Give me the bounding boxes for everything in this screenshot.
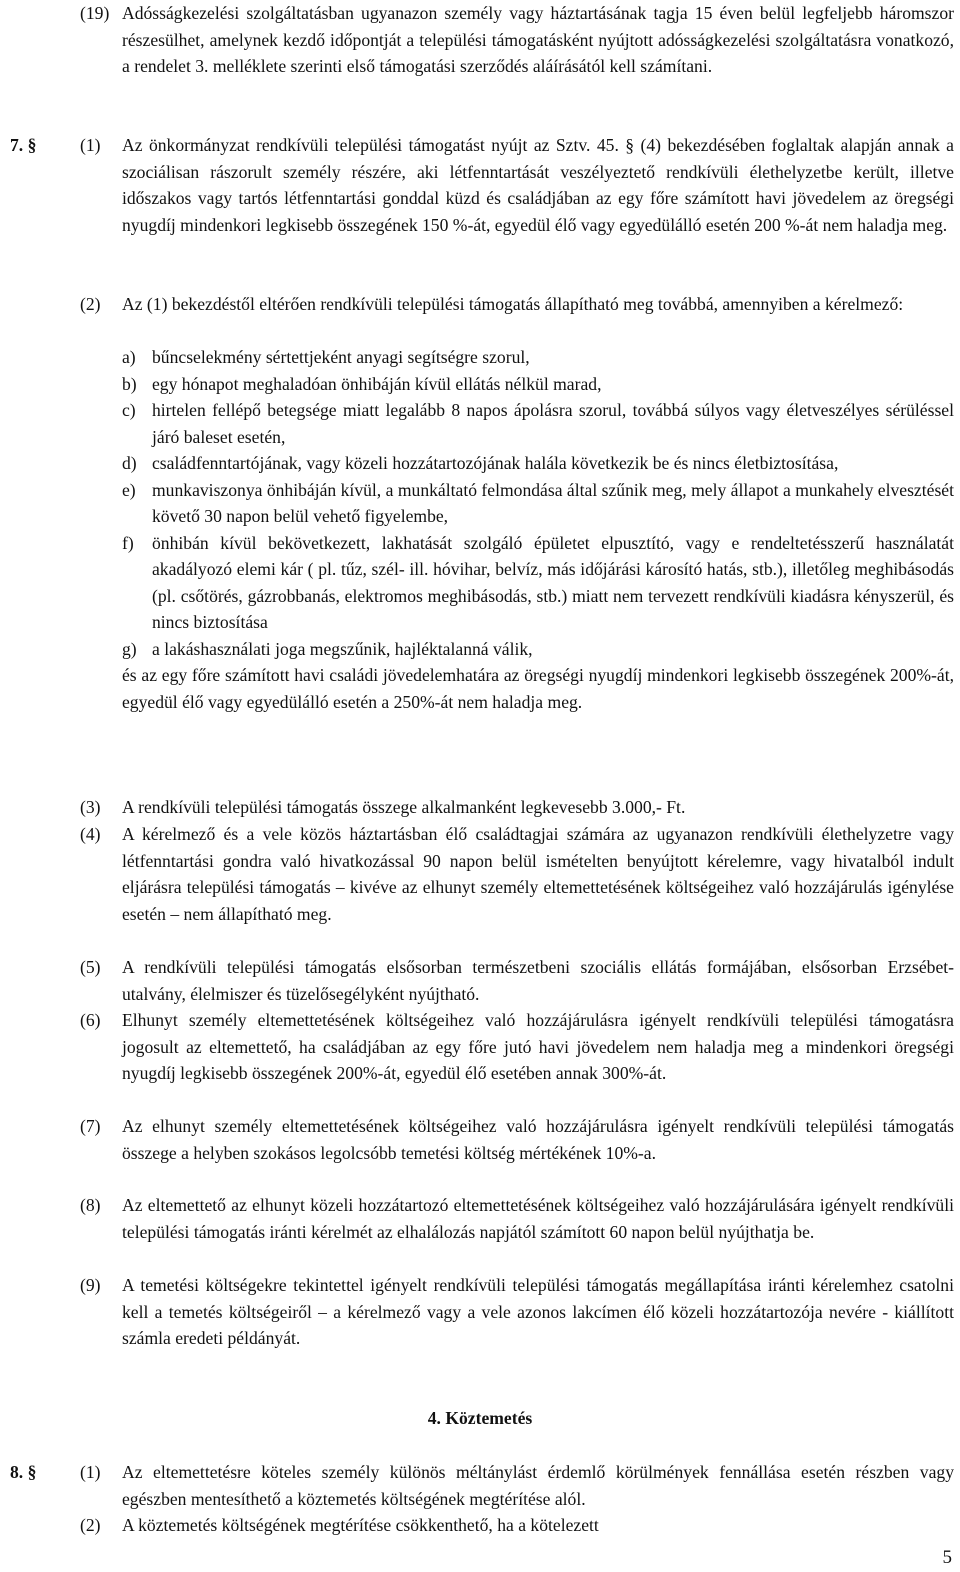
item-label: e) bbox=[122, 479, 136, 500]
s7-paragraph-3 bbox=[0, 794, 954, 821]
s7-paragraph-7 bbox=[0, 1113, 954, 1166]
paragraph-number: (2) bbox=[80, 294, 101, 314]
item-text: hirtelen fellépő betegsége miatt legalább 8 napos ápolásra szorul, továbbá súlyos vagy életveszélyes sérüléssel járó baleset esetén, bbox=[152, 400, 954, 447]
item-label: b) bbox=[122, 373, 137, 394]
s7-paragraph-2 bbox=[0, 291, 954, 318]
paragraph-number: (1) bbox=[80, 1462, 101, 1482]
paragraph-text: Elhunyt személy eltemettetésének költségeihez való hozzájárulásra igényelt rendkívüli települési támogatásra jogosult az eltemettető, ha családjában az egy főre jutó havi jövedelem nem haladja meg a mindenkori öregségi nyugdíj legkisebb összegének 200%-át, egyedül élő esetében annak 300%-át. bbox=[122, 1010, 954, 1083]
page-number: 5 bbox=[942, 1547, 952, 1568]
paragraph-text: Az önkormányzat rendkívüli települési támogatást nyújt az Sztv. 45. § (4) bekezdésében foglaltak alapján annak a szociálisan rászorult személy részére, aki létfenntartását veszélyeztető rendkívüli élethelyzetbe került, illetve időszakos vagy tartós létfenntartási gonddal küzd és családjában az egy főre számított havi jövedelem az öregségi nyugdíj mindenkori legkisebb összegének 150 %-át, egyedül élő vagy egyedülálló esetén 200 %-át nem haladja meg. bbox=[122, 135, 954, 235]
paragraph-text: Az (1) bekezdéstől eltérően rendkívüli települési támogatás állapítható meg továbbá, amennyiben a kérelmező: bbox=[122, 294, 904, 314]
item-label: d) bbox=[122, 453, 137, 473]
item-text: bűncselekmény sértettjeként anyagi segítségre szorul, bbox=[152, 347, 530, 367]
list-item bbox=[0, 636, 954, 663]
s7-item-list bbox=[0, 344, 954, 715]
paragraph-number: (7) bbox=[80, 1116, 101, 1136]
paragraph-number: (19) bbox=[80, 3, 110, 23]
list-item bbox=[0, 530, 954, 636]
paragraph-text: Az eltemettető az elhunyt közeli hozzátartozó eltemettetésének költségeihez való hozzájárulására igényelt rendkívüli települési támogatás iránti kérelmét az elhalálozás napjától számított 60 napon belül nyújthatja be. bbox=[122, 1195, 954, 1242]
paragraph-text: A kérelmező és a vele közös háztartásban élő családtagjai számára az ugyanazon rendkívüli élethelyzetre vagy létfenntartási gondra való hivatkozással 90 napon belül ismételten benyújtott kérelemre, vagy hivatalból indult eljárásra települési támogatás – kivéve az elhunyt személy eltemettetésének költségeihez való hozzájárulás igénylése esetén – nem állapítható meg. bbox=[122, 824, 954, 924]
item-label: c) bbox=[122, 400, 136, 420]
paragraph-19 bbox=[0, 0, 954, 80]
paragraph-number: (5) bbox=[80, 957, 101, 977]
paragraph-text: Az eltemettetésre köteles személy különös méltánylást érdemlő körülmények fennállása esetén részben vagy egészben mentesíthető a köztemetés költségének megtérítése alól. bbox=[122, 1462, 954, 1509]
paragraph-number: (1) bbox=[80, 135, 101, 155]
paragraph-number: (2) bbox=[80, 1515, 101, 1535]
paragraph-number: (4) bbox=[80, 824, 101, 844]
section-7-label: 7. § bbox=[10, 135, 37, 155]
s7-paragraph-8 bbox=[0, 1192, 954, 1245]
item-text: önhibán kívül bekövetkezett, lakhatását szolgáló épületet elpusztító, vagy e rendeltetésszerű használatát akadályozó elemi kár ( pl. tűz, szél- ill. hóvihar, belvíz, más időjárási károsító hatás, stb.), illetőleg meghibásodás (pl. csőtörés, gázrobbanás, elektromos meghibásodás, stb.) miatt nem tervezett rendkívüli kiadásra kényszerül, és nincs biztosítása bbox=[152, 532, 954, 632]
list-item bbox=[0, 371, 954, 398]
paragraph-text: A temetési költségekre tekintettel igényelt rendkívüli települési támogatás megállapítása iránti kérelemhez csatolni kell a temetés költségeiről – a kérelmező vagy a vele azonos lakcímen élő közeli hozzátartozója nevére - kiállított számla eredeti példányát. bbox=[122, 1275, 954, 1348]
item-text: egy hónapot meghaladóan önhibáján kívül ellátás nélkül marad, bbox=[152, 373, 602, 394]
section-8-label: 8. § bbox=[10, 1462, 37, 1482]
paragraph-text: A rendkívüli települési támogatás elsősorban természetbeni szociális ellátás formájában, elsősorban Erzsébet-utalvány, élelmiszer és tüzelősegélyként nyújtható. bbox=[122, 957, 954, 1004]
item-label: f) bbox=[122, 532, 134, 553]
paragraph-text: Az elhunyt személy eltemettetésének költségeihez való hozzájárulásra igényelt rendkívüli települési támogatás összege a helyben szokásos legolcsóbb temetési költség mértékének 10%-a. bbox=[122, 1116, 954, 1163]
item-label: g) bbox=[122, 638, 137, 659]
paragraph-text: A köztemetés költségének megtérítése csökkenthető, ha a kötelezett bbox=[122, 1515, 599, 1535]
s7-paragraph-6 bbox=[0, 1007, 954, 1087]
s7-paragraph-1 bbox=[0, 132, 954, 238]
paragraph-text: Adósságkezelési szolgáltatásban ugyanazon személy vagy háztartásának tagja 15 éven belül legfeljebb háromszor részesülhet, amelynek kezdő időpontját a települési támogatásként nyújtott adósságkezelési szolgáltatásra vonatkozó, a rendelet 3. melléklete szerinti első támogatási szerződés aláírásától kell számítani. bbox=[122, 3, 954, 76]
s8-paragraph-2 bbox=[0, 1512, 954, 1539]
paragraph-number: (3) bbox=[80, 797, 101, 817]
item-label: a) bbox=[122, 347, 136, 367]
chapter-heading: 4. Köztemetés bbox=[427, 1408, 533, 1428]
list-item bbox=[0, 397, 954, 450]
list-item bbox=[0, 477, 954, 530]
s7-paragraph-4 bbox=[0, 821, 954, 927]
paragraph-number: (6) bbox=[80, 1010, 101, 1030]
list-item bbox=[0, 344, 954, 371]
paragraph-text: A rendkívüli települési támogatás összege alkalmanként legkevesebb 3.000,- Ft. bbox=[122, 797, 686, 817]
s7-paragraph-5 bbox=[0, 954, 954, 1007]
s7-paragraph-9 bbox=[0, 1272, 954, 1352]
paragraph-number: (8) bbox=[80, 1195, 101, 1215]
s8-paragraph-1 bbox=[0, 1459, 954, 1512]
paragraph-outro: és az egy főre számított havi családi jövedelemhatára az öregségi nyugdíj mindenkori legkisebb összegének 200%-át, egyedül élő vagy egyedülálló esetén a 250%-át nem haladja meg. bbox=[122, 665, 954, 712]
paragraph-number: (9) bbox=[80, 1275, 101, 1295]
item-text: a lakáshasználati joga megszűnik, hajléktalanná válik, bbox=[152, 638, 533, 659]
list-item bbox=[0, 450, 954, 477]
item-text: családfenntartójának, vagy közeli hozzátartozójának halála következik be és nincs életbiztosítása, bbox=[152, 453, 839, 473]
item-text: munkaviszonya önhibáján kívül, a munkáltató felmondása által szűnik meg, mely állapot a munkahely elvesztését követő 30 napon belül vehető figyelembe, bbox=[152, 479, 954, 526]
